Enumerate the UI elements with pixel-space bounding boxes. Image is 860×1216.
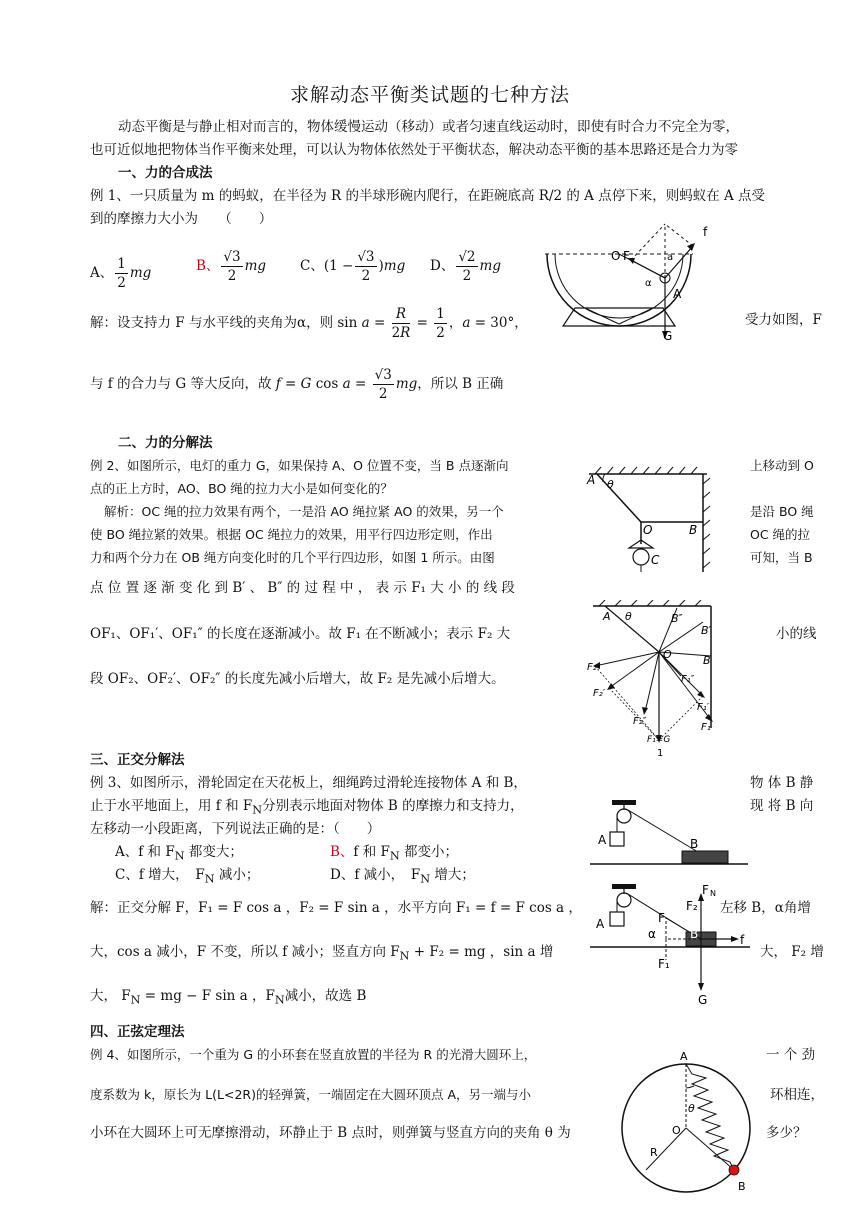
fig2-label-B: B	[689, 523, 698, 537]
fig3-label-F2b: F₂″	[633, 716, 647, 727]
figure-ring-spring	[616, 1048, 756, 1214]
example-4-line-2-tail: 环相连，	[770, 1087, 824, 1103]
section-heading-1: 一、力的合成法	[118, 165, 213, 181]
example-2-line-8: 段 OF₂、OF₂′、OF₂″ 的长度先减小后增大，故 F₂ 是先减小后增大。	[90, 671, 505, 687]
fig6-label-A: A	[680, 1050, 688, 1063]
figure-pulley-2	[590, 880, 760, 1010]
fig1-label-G: G	[663, 329, 673, 343]
example-2-line-7-tail: 小的线	[776, 626, 817, 642]
example-2-line-5-tail: 可知，当 B	[750, 550, 813, 565]
fig1-label-f: f	[703, 225, 708, 239]
fig5-label-G: G	[698, 993, 708, 1007]
fig2-label-C: C	[651, 553, 660, 567]
example-4-line-1-tail: 一 个 劲	[766, 1047, 816, 1063]
solution-3-line-2-tail: 大， F₂ 增	[760, 944, 824, 960]
fig6-label-O: O	[672, 1124, 681, 1137]
fig3-label-F1b: F₁′	[697, 702, 710, 713]
example-2-line-1: 例 2、如图所示，电灯的重力 G，如果保持 A、O 位置不变，当 B 点逐渐向	[90, 458, 509, 473]
fig3-caption: 1	[657, 748, 664, 759]
page-title: 求解动态平衡类试题的七种方法	[289, 84, 570, 106]
fig3-label-F1: F₁	[701, 722, 711, 733]
example-4-line-1: 例 4、如图所示，一个重为 G 的小环套在竖直放置的半径为 R 的光滑大圆环上，	[90, 1047, 537, 1062]
fig3-label-G: F₁=G	[647, 735, 671, 745]
fig2-label-A: A	[587, 473, 596, 487]
option-c: C、(1 − $\frac{√3}{2}$ )mg	[300, 249, 406, 284]
intro-line-2: 也可近似地把物体当作平衡来处理，可以认为物体依然处于平衡状态，解决动态平衡的基本思路还是合力为零	[90, 142, 738, 158]
fig5-label-F2: F₂	[686, 899, 698, 913]
example-1-line-1: 例 1、一只质量为 m 的蚂蚁，在半径为 R 的半球形碗内爬行，在距碗底高 R/2 的 A 点停下来，则蚂蚁在 A 点受	[90, 188, 766, 204]
example-3-line-1-tail: 物 体 B 静	[750, 775, 814, 791]
example-4-line-2: 度系数为 k，原长为 L(L<2R)的轻弹簧，一端固定在大圆环顶点 A，另一端与小	[90, 1087, 532, 1102]
fig2-label-O: O	[643, 523, 653, 537]
fig4-label-A: A	[598, 833, 607, 847]
fig3-label-F1a: F₁″	[681, 674, 695, 685]
option-a: A、 $\frac{1}{2}$ mg	[90, 256, 152, 291]
fig5-label-F1: F₁	[658, 957, 670, 971]
fig3-label-A: A	[603, 610, 611, 623]
fig1-label-o: O	[611, 249, 621, 263]
solution-3-line-2: 大，cos a 减小，F 不变，所以 f 减小；竖直方向 $F_N + F_2$ = mg ，sin a 增	[90, 944, 554, 963]
solution-1-line-2: 与 f 的合力与 G 等大反向，故 f = G cos a = $\frac{√3}{2}$ mg，所以 B 正确	[90, 367, 504, 402]
fig5-label-B: B	[690, 927, 699, 941]
fig1-label-F: F	[623, 249, 630, 263]
fig3-label-theta: θ	[625, 610, 632, 623]
solution-3-line-3: 大， $F_N$ = mg − F sin a ，$F_N$减小，故选 B	[90, 988, 367, 1007]
section-heading-4: 四、正弦定理法	[90, 1024, 185, 1040]
example-2-line-3-tail: 是沿 BO 绳	[750, 504, 814, 519]
fig5-label-FN: F	[702, 883, 709, 897]
fig2-label-theta: θ	[607, 478, 614, 491]
intro-line-1: 动态平衡是与静止相对而言的，物体缓慢运动（移动）或者匀速直线运动时，即使有时合力不完全为零，	[118, 119, 739, 135]
example-3-line-3: 左移动一小段距离，下列说法正确的是：（ ）	[90, 821, 381, 837]
example-4-line-3-tail: 多少？	[766, 1125, 807, 1141]
fig6-label-theta: θ	[688, 1102, 695, 1115]
fig3-label-O: O	[663, 648, 672, 661]
fig3-label-B1: B′	[701, 624, 712, 637]
example-1-line-2: 到的摩擦力大小为 （ ）	[90, 211, 273, 227]
figure-lamp	[585, 464, 715, 579]
example-2-line-5: 力和两个分力在 OB 绳方向变化时的几个平行四边形，如图 1 所示。由图	[90, 550, 495, 565]
fig6-label-R: R	[650, 1146, 658, 1159]
solution-3-line-1-tail: 左移 B，α角增	[720, 900, 811, 916]
example-3-line-2-tail: 现 将 B 向	[750, 798, 814, 814]
section-heading-3: 三、正交分解法	[90, 752, 185, 768]
example-2-line-4-tail: OC 绳的拉	[750, 527, 811, 542]
example-2-line-6: 点 位 置 逐 渐 变 化 到 B′ 、 B″ 的 过 程 中 ， 表 示 F₁ 大 小 的 线 段	[90, 580, 515, 596]
example-4-line-3: 小环在大圆环上可无摩擦滑动，环静止于 B 点时，则弹簧与竖直方向的夹角 θ 为	[90, 1125, 571, 1141]
example-3-option-c: C、f 增大， $F_N$ 减小；	[115, 867, 260, 886]
example-3-option-b: B、f 和 $F_N$ 都变小；	[330, 844, 459, 863]
example-2-line-7: OF₁、OF₁′、OF₁″ 的长度在逐渐减小。故 F₁ 在不断减小；表示 F₂ 大	[90, 626, 511, 642]
solution-1-line-1: 解：设支持力 F 与水平线的夹角为α，则 sin a = $\frac{R}{2R}$ = $\frac{1}{2}$ ，a = 30°，	[90, 306, 528, 341]
fig5-label-A: A	[596, 917, 605, 931]
example-3-option-a: A、f 和 $F_N$ 都变大；	[115, 844, 243, 863]
fig4-label-B: B	[690, 837, 699, 851]
fig1-label-A: A	[673, 287, 682, 301]
example-3-line-1: 例 3、如图所示，滑轮固定在天花板上，细绳跨过滑轮连接物体 A 和 B，	[90, 775, 527, 791]
fig1-label-alpha: α	[645, 278, 652, 289]
fig6-label-B: B	[738, 1180, 746, 1193]
example-2-line-4: 使 BO 绳拉紧的效果。根据 OC 绳拉力的效果，用平行四边形定则，作出	[90, 527, 493, 542]
solution-1-line-1-tail: 受力如图，F	[745, 312, 822, 328]
example-2-line-1-tail: 上移动到 O	[750, 458, 814, 473]
fig5-label-F: F	[658, 911, 665, 925]
option-d: D、 $\frac{√2}{2}$ mg	[430, 249, 501, 284]
example-2-line-3: 解析：OC 绳的拉力效果有两个，一是沿 AO 绳拉紧 AO 的效果，另一个	[104, 504, 504, 519]
figure-decomposition	[585, 600, 720, 760]
fig3-label-F2a: F₂′	[593, 688, 606, 699]
figure-pulley-1	[590, 796, 750, 868]
fig3-label-B2: B″	[671, 612, 683, 625]
solution-3-line-1: 解：正交分解 F，F₁ = F cos a ，F₂ = F sin a ，水平方向 F₁ = f = F cos a ，	[90, 900, 582, 916]
section-heading-2: 二、力的分解法	[118, 435, 213, 451]
fig5-label-FN-sub: N	[710, 889, 716, 898]
example-3-line-2: 止于水平地面上，用 f 和 $F_N$分别表示地面对物体 B 的摩擦力和支持力，	[90, 798, 524, 817]
fig1-label-a: a	[667, 252, 674, 263]
example-3-option-d: D、f 减小， $F_N$ 增大；	[330, 867, 475, 886]
fig3-label-F2: F₂	[587, 662, 597, 673]
example-2-line-2: 点的正上方时，AO、BO 绳的拉力大小是如何变化的？	[90, 481, 393, 496]
fig5-label-f: f	[740, 933, 745, 947]
option-b: B、 $\frac{√3}{2}$ mg	[196, 249, 267, 284]
fig3-label-B: B	[703, 654, 711, 667]
fig5-label-alpha: α	[648, 927, 656, 941]
figure-bowl	[545, 218, 725, 343]
